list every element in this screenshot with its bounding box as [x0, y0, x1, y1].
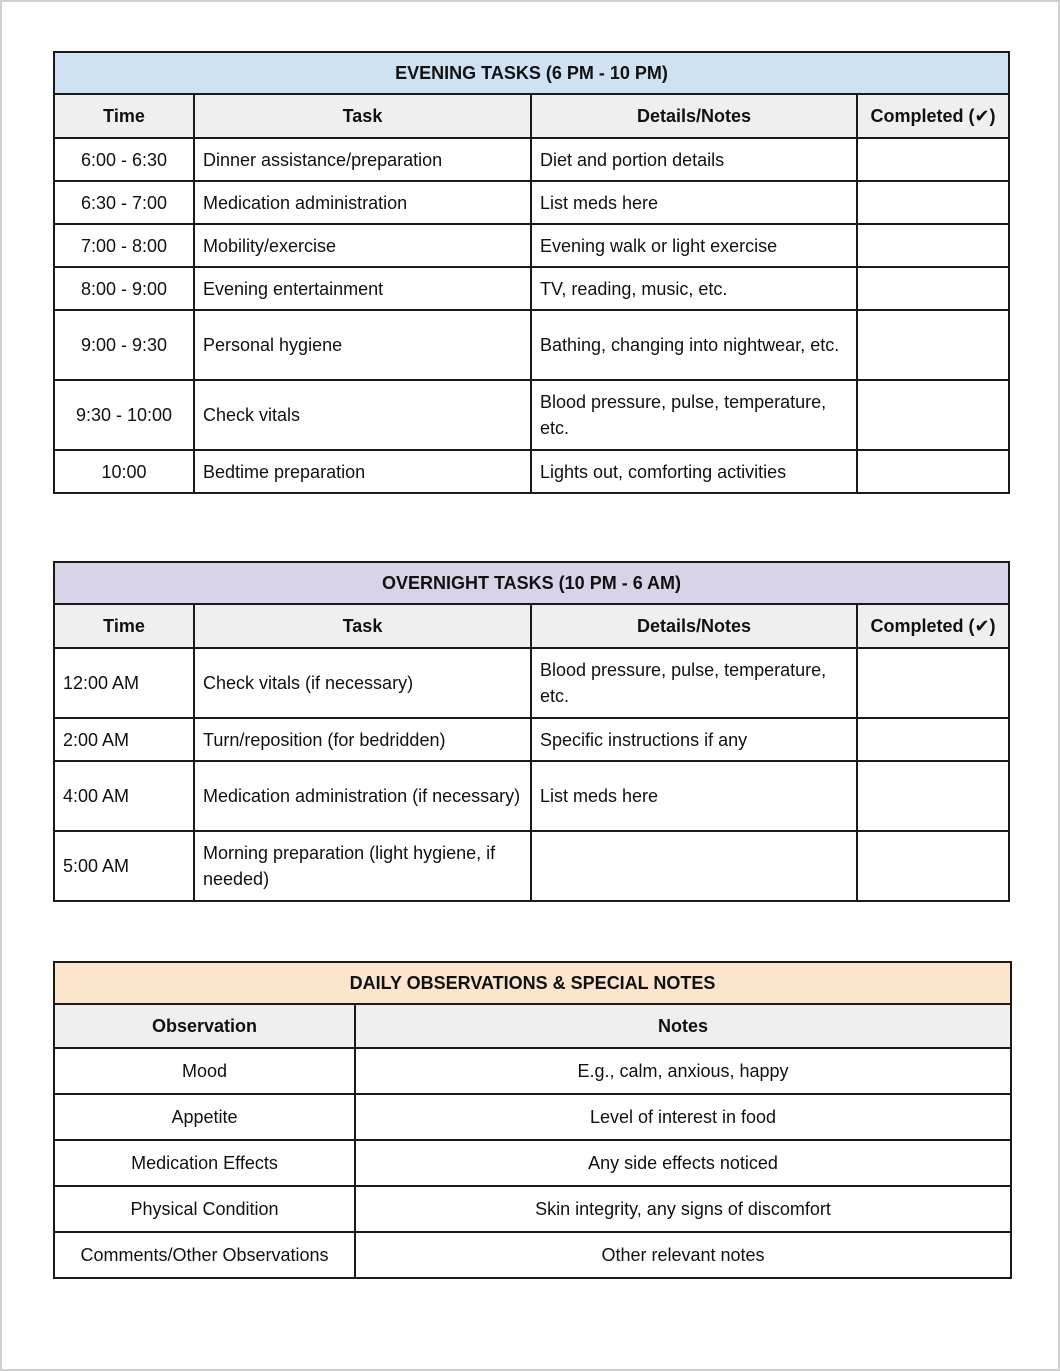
completed-cell[interactable]	[857, 718, 1009, 761]
table-row	[54, 1048, 1011, 1094]
time-cell: 12:00 AM	[54, 648, 194, 718]
task-cell: Personal hygiene	[194, 310, 531, 380]
column-header-completed: Completed (✔)	[857, 94, 1009, 138]
completed-cell[interactable]	[857, 138, 1009, 181]
time-cell: 4:00 AM	[54, 761, 194, 831]
time-cell: 9:30 - 10:00	[54, 380, 194, 450]
completed-cell[interactable]	[857, 450, 1009, 493]
evening-tasks-title: EVENING TASKS (6 PM - 10 PM)	[54, 52, 1009, 94]
document-page	[2, 2, 1058, 1369]
table-row	[54, 267, 1009, 310]
completed-cell[interactable]	[857, 181, 1009, 224]
evening-tasks-table	[53, 51, 1010, 494]
table-row	[54, 1094, 1011, 1140]
time-cell: 10:00	[54, 450, 194, 493]
details-cell: Bathing, changing into nightwear, etc.	[531, 310, 857, 380]
table-row	[54, 1232, 1011, 1278]
column-header-details: Details/Notes	[531, 604, 857, 648]
notes-cell: E.g., calm, anxious, happy	[355, 1048, 1011, 1094]
table-row	[54, 718, 1009, 761]
completed-cell[interactable]	[857, 310, 1009, 380]
details-cell: Blood pressure, pulse, temperature, etc.	[531, 380, 857, 450]
time-cell: 5:00 AM	[54, 831, 194, 901]
completed-cell[interactable]	[857, 380, 1009, 450]
completed-cell[interactable]	[857, 648, 1009, 718]
task-cell: Check vitals	[194, 380, 531, 450]
completed-cell[interactable]	[857, 761, 1009, 831]
table-row	[54, 181, 1009, 224]
completed-cell[interactable]	[857, 224, 1009, 267]
task-cell: Check vitals (if necessary)	[194, 648, 531, 718]
notes-cell: Skin integrity, any signs of discomfort	[355, 1186, 1011, 1232]
column-header-task: Task	[194, 94, 531, 138]
column-header-time: Time	[54, 94, 194, 138]
details-cell: Lights out, comforting activities	[531, 450, 857, 493]
daily-observations-title: DAILY OBSERVATIONS & SPECIAL NOTES	[54, 962, 1011, 1004]
column-header-observation: Observation	[54, 1004, 355, 1048]
notes-cell: Other relevant notes	[355, 1232, 1011, 1278]
time-cell: 6:00 - 6:30	[54, 138, 194, 181]
time-cell: 9:00 - 9:30	[54, 310, 194, 380]
table-row	[54, 138, 1009, 181]
task-cell: Medication administration	[194, 181, 531, 224]
notes-cell: Level of interest in food	[355, 1094, 1011, 1140]
table-row	[54, 380, 1009, 450]
column-header-notes: Notes	[355, 1004, 1011, 1048]
column-header-completed: Completed (✔)	[857, 604, 1009, 648]
details-cell: TV, reading, music, etc.	[531, 267, 857, 310]
notes-cell: Any side effects noticed	[355, 1140, 1011, 1186]
details-cell: Evening walk or light exercise	[531, 224, 857, 267]
observation-cell: Appetite	[54, 1094, 355, 1140]
completed-cell[interactable]	[857, 831, 1009, 901]
table-row	[54, 310, 1009, 380]
table-row	[54, 1186, 1011, 1232]
column-header-details: Details/Notes	[531, 94, 857, 138]
time-cell: 2:00 AM	[54, 718, 194, 761]
task-cell: Dinner assistance/preparation	[194, 138, 531, 181]
task-cell: Bedtime preparation	[194, 450, 531, 493]
column-header-task: Task	[194, 604, 531, 648]
observation-cell: Comments/Other Observations	[54, 1232, 355, 1278]
details-cell: Blood pressure, pulse, temperature, etc.	[531, 648, 857, 718]
completed-cell[interactable]	[857, 267, 1009, 310]
table-row	[54, 648, 1009, 718]
time-cell: 6:30 - 7:00	[54, 181, 194, 224]
observation-cell: Mood	[54, 1048, 355, 1094]
task-cell: Medication administration (if necessary)	[194, 761, 531, 831]
table-row	[54, 450, 1009, 493]
observation-cell: Medication Effects	[54, 1140, 355, 1186]
column-header-time: Time	[54, 604, 194, 648]
table-row	[54, 1140, 1011, 1186]
details-cell	[531, 831, 857, 901]
daily-observations-table	[53, 961, 1012, 1279]
details-cell: Diet and portion details	[531, 138, 857, 181]
details-cell: List meds here	[531, 761, 857, 831]
table-row	[54, 831, 1009, 901]
task-cell: Turn/reposition (for bedridden)	[194, 718, 531, 761]
details-cell: Specific instructions if any	[531, 718, 857, 761]
time-cell: 8:00 - 9:00	[54, 267, 194, 310]
details-cell: List meds here	[531, 181, 857, 224]
table-row	[54, 224, 1009, 267]
task-cell: Evening entertainment	[194, 267, 531, 310]
task-cell: Morning preparation (light hygiene, if needed)	[194, 831, 531, 901]
overnight-tasks-title: OVERNIGHT TASKS (10 PM - 6 AM)	[54, 562, 1009, 604]
time-cell: 7:00 - 8:00	[54, 224, 194, 267]
task-cell: Mobility/exercise	[194, 224, 531, 267]
overnight-tasks-table	[53, 561, 1010, 902]
table-row	[54, 761, 1009, 831]
observation-cell: Physical Condition	[54, 1186, 355, 1232]
